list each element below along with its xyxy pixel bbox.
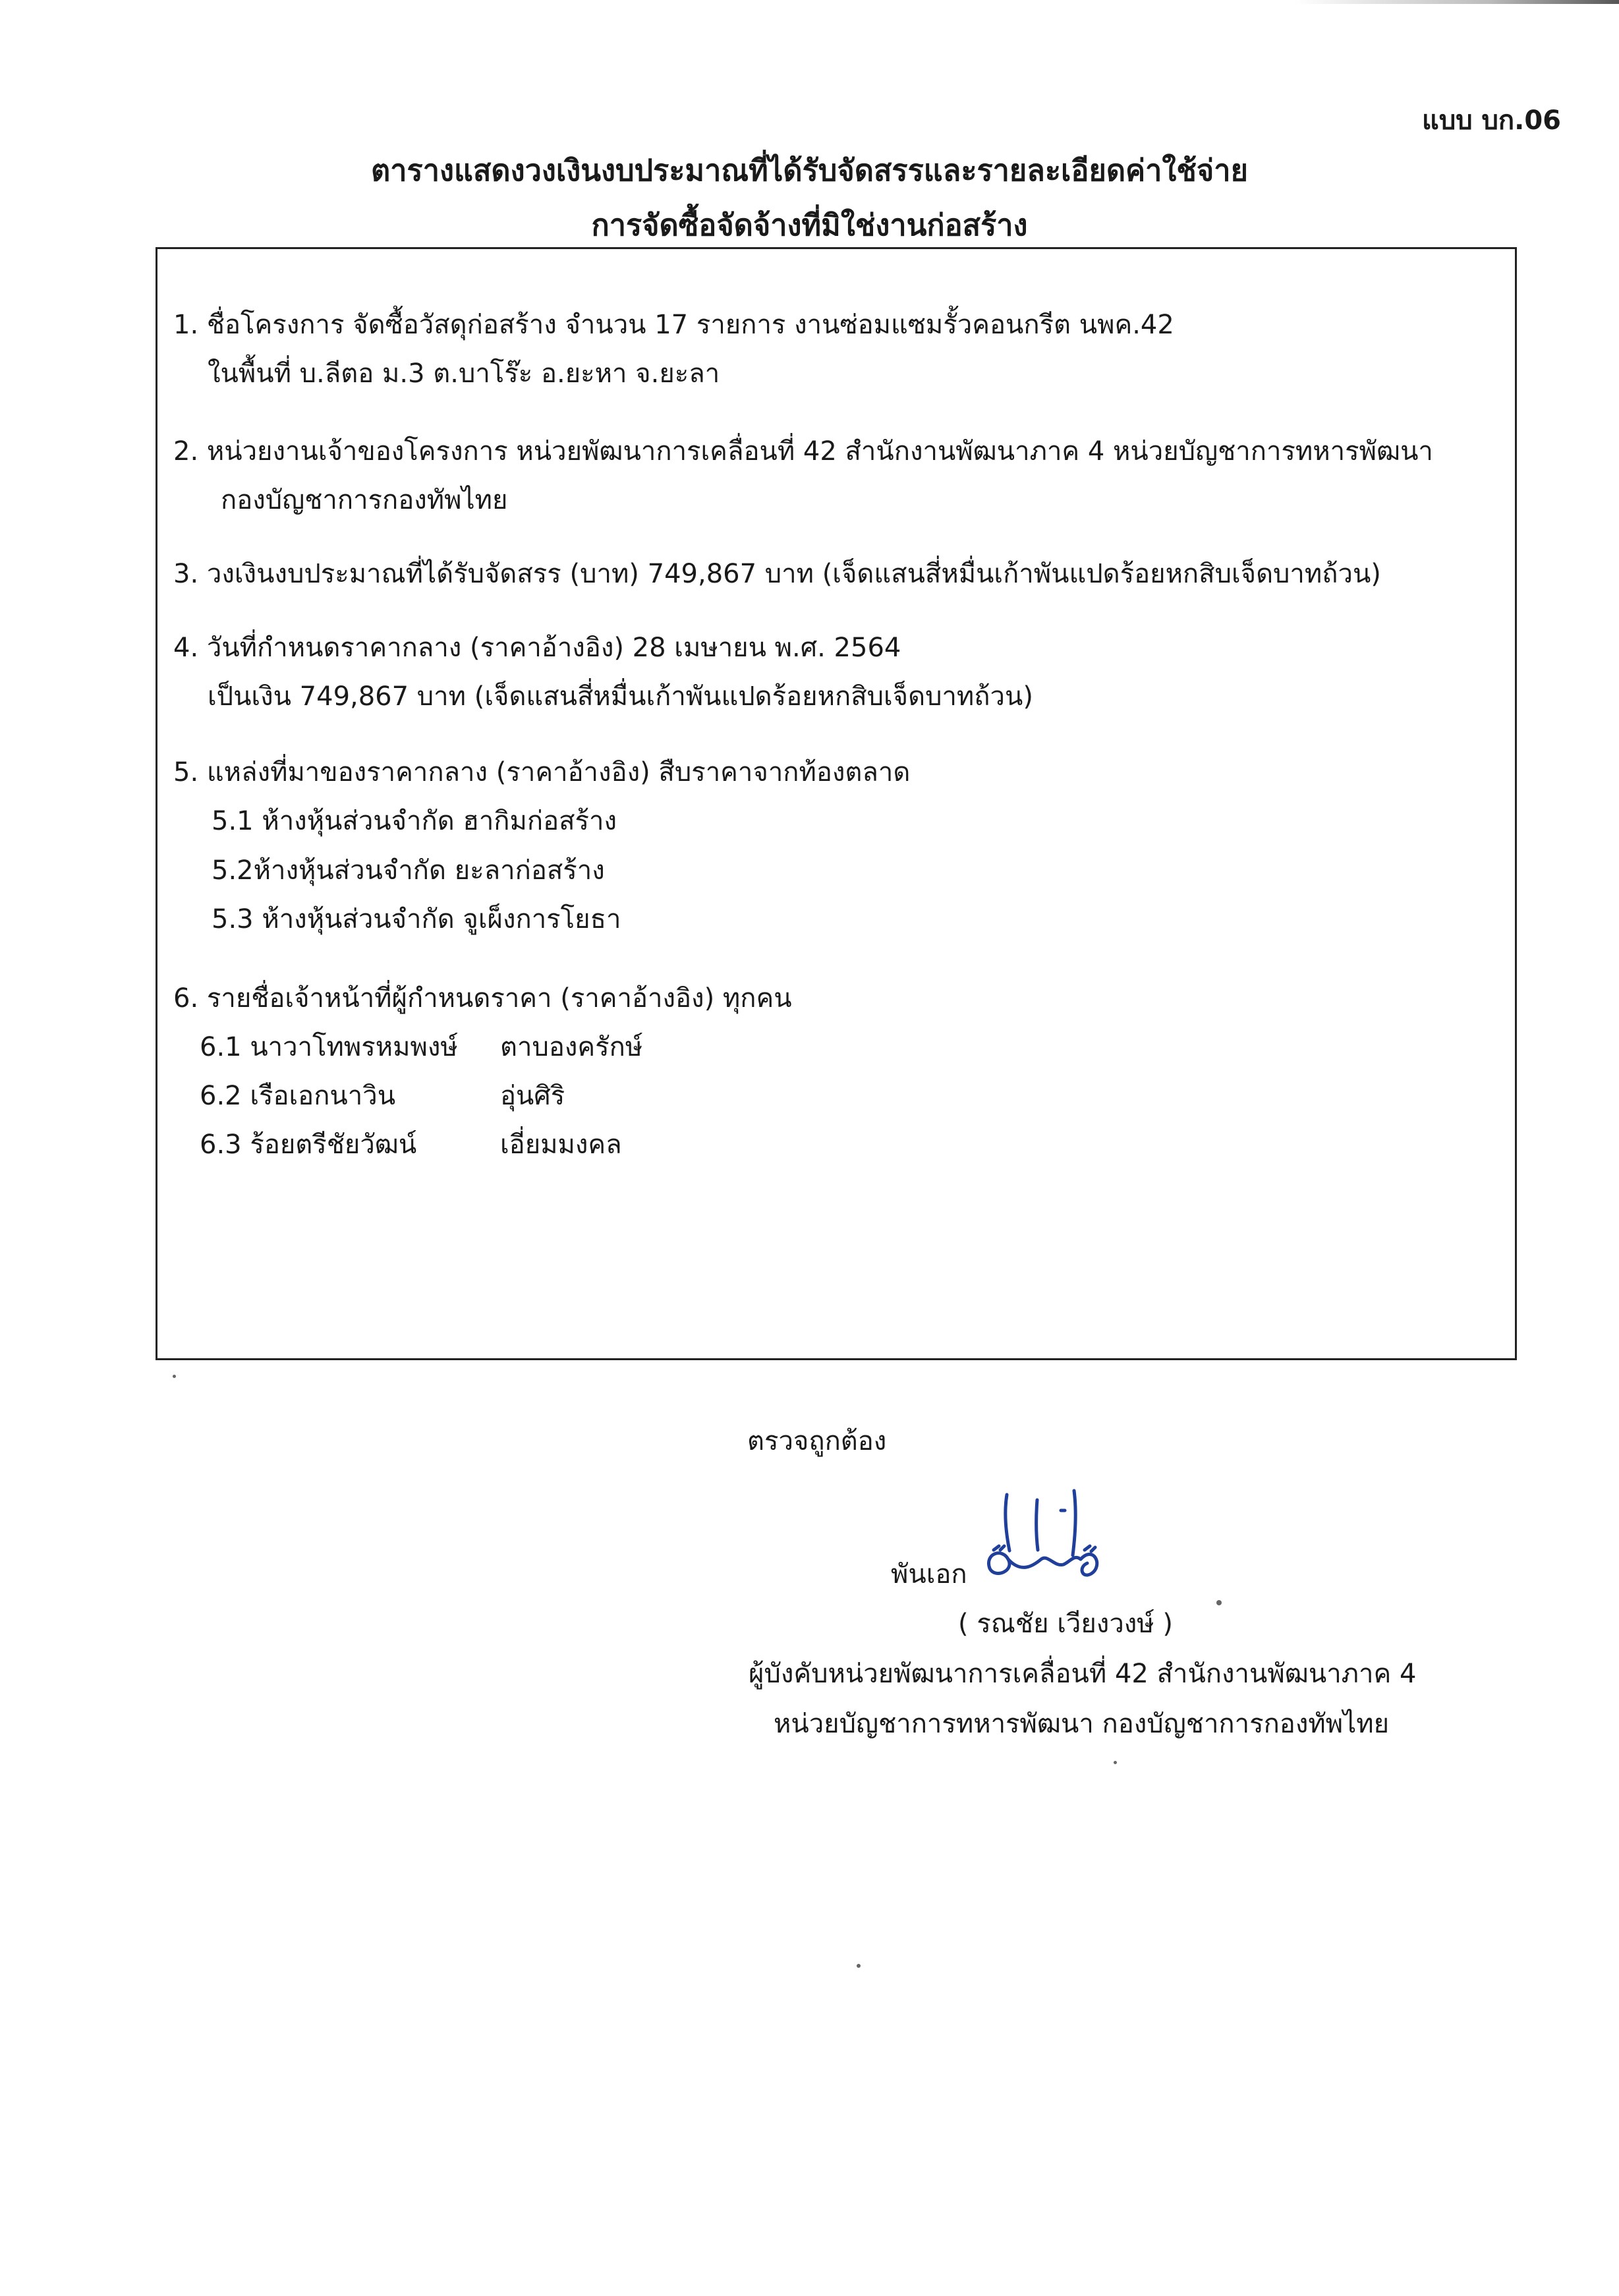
document-title-line-2: การจัดซื้อจัดจ้างที่มิใช่งานก่อสร้าง [591,208,1028,243]
item-5-source: 5. แหล่งที่มาของราคากลาง (ราคาอ้างอิง) สืบราคาจากท้องตลาด [173,757,911,788]
scan-top-edge [0,0,1619,4]
item-4-amount: เป็นเงิน 749,867 บาท (เจ็ดแสนสี่หมื่นเก้าพันแปดร้อยหกสิบเจ็ดบาทถ้วน) [208,681,1033,712]
scan-speck [857,1964,861,1968]
signer-rank: พันเอก [891,1559,967,1590]
item-1-project-name: 1. ชื่อโครงการ จัดซื้อวัสดุก่อสร้าง จำนวน 17 รายการ งานซ่อมแซมรั้วคอนกรีต นพค.42 [173,310,1174,340]
scan-speck [173,1375,176,1378]
signer-position-2: หน่วยบัญชาการทหารพัฒนา กองบัญชาการกองทัพไทย [774,1709,1390,1739]
item-4-date: 4. วันที่กำหนดราคากลาง (ราคาอ้างอิง) 28 เมษายน พ.ศ. 2564 [173,633,901,663]
item-6-2-surname: อุ่นศิริ [500,1081,565,1111]
item-6-1-surname: ตาบองครักษ์ [500,1032,643,1062]
verified-label: ตรวจถูกต้อง [747,1426,887,1456]
item-1-location: ในพื้นที่ บ.ลีตอ ม.3 ต.บาโร๊ะ อ.ยะหา จ.ยะลา [208,359,720,389]
handwritten-signature [982,1481,1107,1593]
item-5-2-vendor: 5.2ห้างหุ้นส่วนจำกัด ยะลาก่อสร้าง [212,855,605,886]
scan-speck [1114,1761,1117,1764]
item-3-budget: 3. วงเงินงบประมาณที่ได้รับจัดสรร (บาท) 749,867 บาท (เจ็ดแสนสี่หมื่นเก้าพันแปดร้อยหกสิบเจ็ดบาทถ้วน) [173,559,1381,589]
signer-position-1: ผู้บังคับหน่วยพัฒนาการเคลื่อนที่ 42 สำนักงานพัฒนาภาค 4 [749,1659,1417,1689]
item-2-owner-unit-cont: กองบัญชาการกองทัพไทย [221,485,508,515]
item-6-2-name: 6.2 เรือเอกนาวิน [200,1081,396,1111]
scan-speck [1216,1600,1222,1605]
item-5-3-vendor: 5.3 ห้างหุ้นส่วนจำกัด จูเผ็งการโยธา [212,904,621,934]
signer-name: ( รณชัย เวียงวงษ์ ) [958,1609,1173,1639]
item-2-owner-unit: 2. หน่วยงานเจ้าของโครงการ หน่วยพัฒนาการเคลื่อนที่ 42 สำนักงานพัฒนาภาค 4 หน่วยบัญชาการทหารพัฒนา [173,436,1433,467]
details-box [156,247,1517,1360]
item-6-3-surname: เอี่ยมมงคล [500,1130,622,1160]
item-6-3-name: 6.3 ร้อยตรีชัยวัฒน์ [200,1130,417,1160]
item-5-1-vendor: 5.1 ห้างหุ้นส่วนจำกัด ฮากิมก่อสร้าง [212,806,617,836]
item-6-officials: 6. รายชื่อเจ้าหน้าที่ผู้กำหนดราคา (ราคาอ้างอิง) ทุกคน [173,983,792,1014]
document-title-line-1: ตารางแสดงวงเงินงบประมาณที่ได้รับจัดสรรและรายละเอียดค่าใช้จ่าย [371,153,1248,188]
item-6-1-name: 6.1 นาวาโทพรหมพงษ์ [200,1032,458,1062]
form-code: แบบ บก.06 [1422,105,1561,136]
